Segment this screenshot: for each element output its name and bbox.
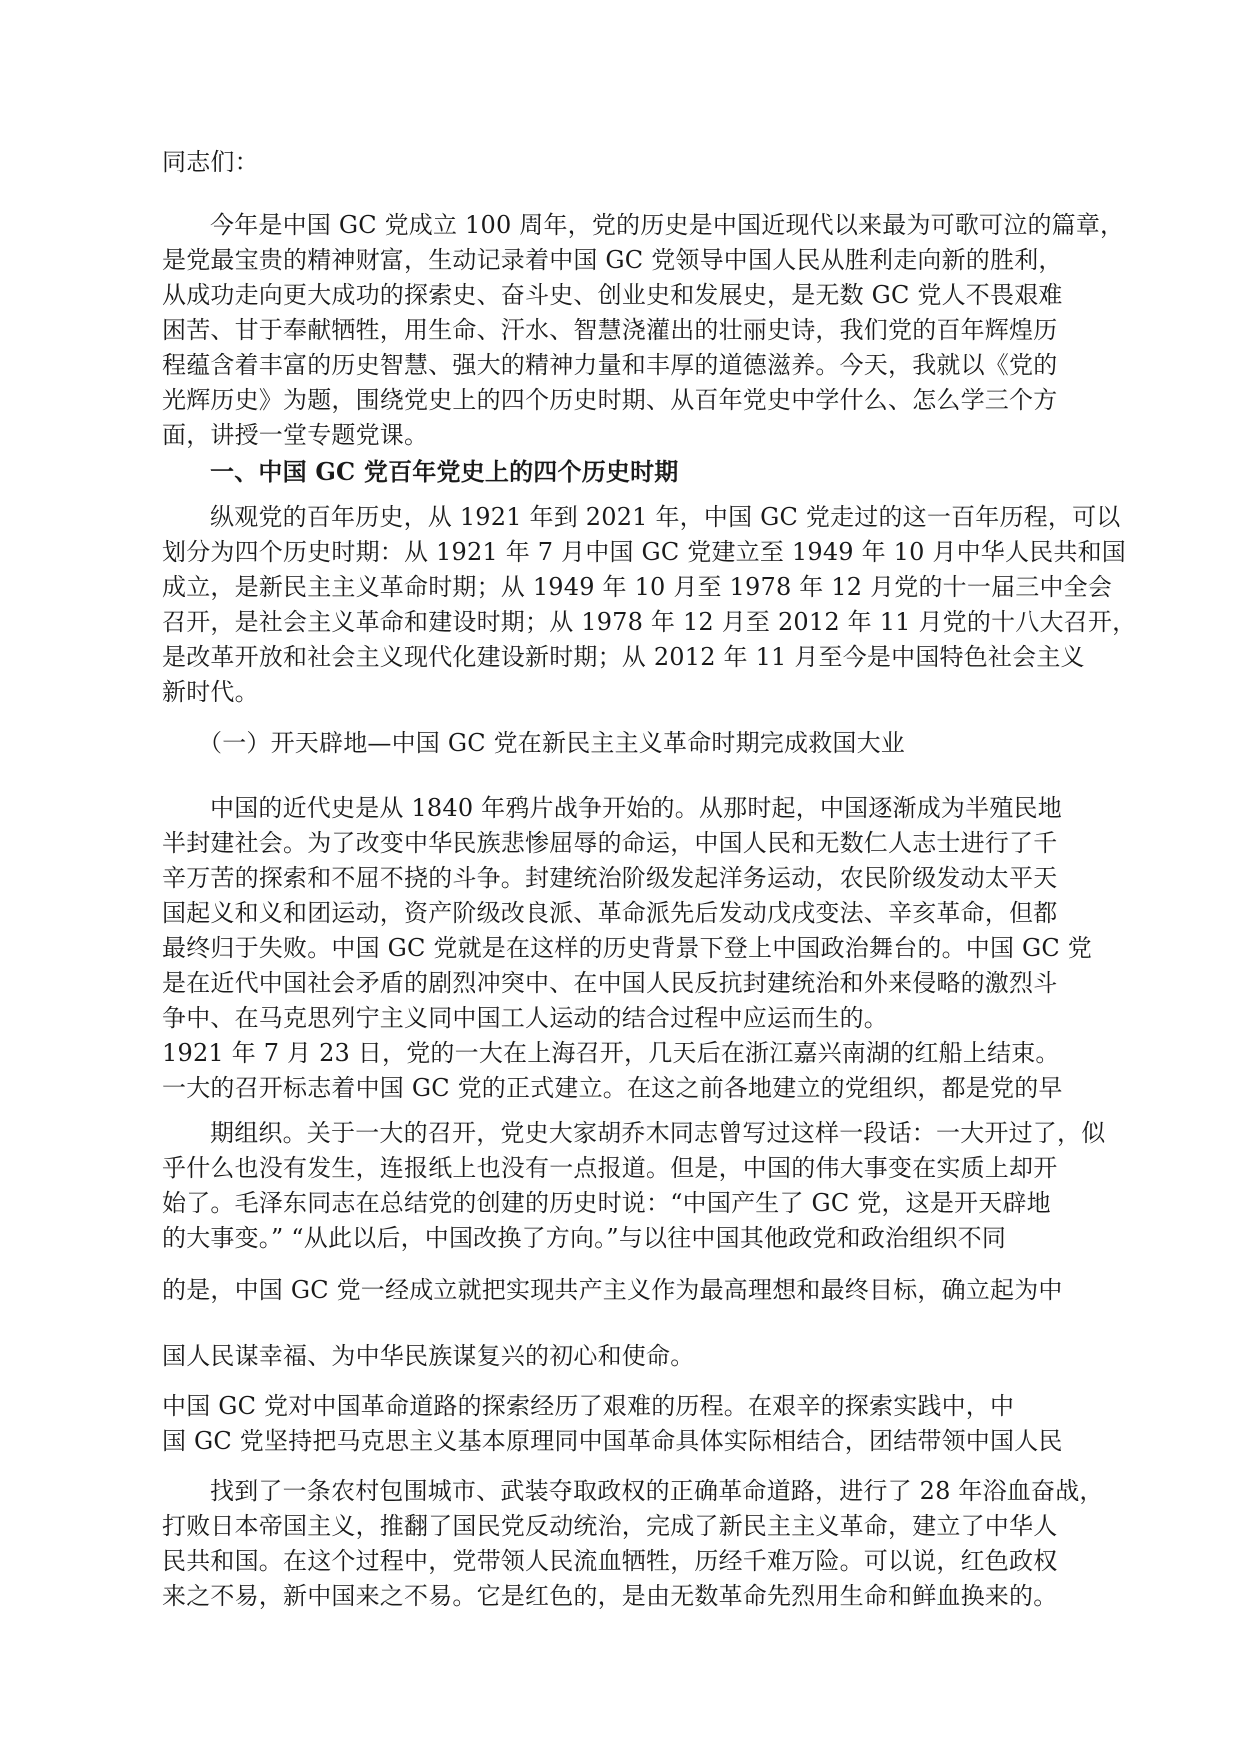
paragraph-line: 辛万苦的探索和不屈不挠的斗争。封建统治阶级发起洋务运动，农民阶级发动太平天 <box>162 864 1058 892</box>
paragraph-line: 困苦、甘于奉献牺牲，用生命、汗水、智慧浇灌出的壮丽史诗，我们党的百年辉煌历 <box>162 316 1058 344</box>
paragraph-line: 1921 年 7 月 23 日，党的一大在上海召开，几天后在浙江嘉兴南湖的红船上结束。 <box>162 1039 1060 1067</box>
paragraph-line: 最终归于失败。中国 GC 党就是在这样的历史背景下登上中国政治舞台的。中国 GC 党 <box>162 934 1092 962</box>
paragraph-line: 新时代。 <box>162 678 259 706</box>
paragraph-line: 今年是中国 GC 党成立 100 周年，党的历史是中国近现代以来最为可歌可泣的篇章， <box>210 211 1125 239</box>
paragraph-line: 是党最宝贵的精神财富，生动记录着中国 GC 党领导中国人民从胜利走向新的胜利， <box>162 246 1063 274</box>
paragraph-line: 面，讲授一堂专题党课。 <box>162 421 429 449</box>
paragraph-line: 找到了一条农村包围城市、武装夺取政权的正确革命道路，进行了 28 年浴血奋战， <box>210 1477 1104 1505</box>
paragraph-line: 国起义和义和团运动，资产阶级改良派、革命派先后发动戊戌变法、辛亥革命，但都 <box>162 899 1058 927</box>
paragraph-line: 期组织。关于一大的召开，党史大家胡乔木同志曾写过这样一段话：一大开过了，似 <box>210 1119 1106 1147</box>
paragraph-line: 始了。毛泽东同志在总结党的创建的历史时说：“中国产生了 GC 党，这是开天辟地 <box>162 1189 1051 1217</box>
paragraph-line: 是改革开放和社会主义现代化建设新时期；从 2012 年 11 月至今是中国特色社会主义 <box>162 643 1085 671</box>
salutation: 同志们： <box>162 148 259 176</box>
paragraph-line: 从成功走向更大成功的探索史、奋斗史、创业史和发展史，是无数 GC 党人不畏艰难 <box>162 281 1063 309</box>
paragraph-line: 乎什么也没有发生，连报纸上也没有一点报道。但是，中国的伟大事变在实质上却开 <box>162 1154 1058 1182</box>
paragraph-line: 纵观党的百年历史，从 1921 年到 2021 年，中国 GC 党走过的这一百年历程，可以 <box>210 503 1121 531</box>
paragraph-line: 划分为四个历史时期：从 1921 年 7 月中国 GC 党建立至 1949 年 10 月中华人民共和国 <box>162 538 1126 566</box>
section-heading: 一、中国 GC 党百年党史上的四个历史时期 <box>210 457 679 486</box>
paragraph-line: 争中、在马克思列宁主义同中国工人运动的结合过程中应运而生的。 <box>162 1004 888 1032</box>
paragraph-line: 中国的近代史是从 1840 年鸦片战争开始的。从那时起，中国逐渐成为半殖民地 <box>210 794 1062 822</box>
paragraph-line: 的大事变。” “从此以后，中国改换了方向。”与以往中国其他政党和政治组织不同 <box>162 1224 1007 1252</box>
paragraph-line: 的是，中国 GC 党一经成立就把实现共产主义作为最高理想和最终目标，确立起为中 <box>162 1276 1063 1304</box>
subsection-heading: （一）开天辟地—中国 GC 党在新民主主义革命时期完成救国大业 <box>198 729 905 757</box>
paragraph-line: 是在近代中国社会矛盾的剧烈冲突中、在中国人民反抗封建统治和外来侵略的激烈斗 <box>162 969 1058 997</box>
paragraph-line: 国 GC 党坚持把马克思主义基本原理同中国革命具体实际相结合，团结带领中国人民 <box>162 1427 1063 1455</box>
paragraph-line: 光辉历史》为题，围绕党史上的四个历史时期、从百年党史中学什么、怎么学三个方 <box>162 386 1058 414</box>
paragraph-line: 召开，是社会主义革命和建设时期；从 1978 年 12 月至 2012 年 11 月党的十八大召开， <box>162 608 1137 636</box>
paragraph-line: 成立，是新民主主义革命时期；从 1949 年 10 月至 1978 年 12 月党的十一届三中全会 <box>162 573 1113 601</box>
paragraph-line: 打败日本帝国主义，推翻了国民党反动统治，完成了新民主主义革命，建立了中华人 <box>162 1512 1058 1540</box>
paragraph-line: 国人民谋幸福、为中华民族谋复兴的初心和使命。 <box>162 1342 695 1370</box>
paragraph-line: 半封建社会。为了改变中华民族悲惨屈辱的命运，中国人民和无数仁人志士进行了千 <box>162 829 1058 857</box>
paragraph-line: 一大的召开标志着中国 GC 党的正式建立。在这之前各地建立的党组织，都是党的早 <box>162 1074 1063 1102</box>
paragraph-line: 来之不易，新中国来之不易。它是红色的，是由无数革命先烈用生命和鲜血换来的。 <box>162 1582 1058 1610</box>
paragraph-line: 程蕴含着丰富的历史智慧、强大的精神力量和丰厚的道德滋养。今天，我就以《党的 <box>162 351 1058 379</box>
paragraph-line: 中国 GC 党对中国革命道路的探索经历了艰难的历程。在艰辛的探索实践中，中 <box>162 1392 1015 1420</box>
paragraph-line: 民共和国。在这个过程中，党带领人民流血牺牲，历经千难万险。可以说，红色政权 <box>162 1547 1058 1575</box>
